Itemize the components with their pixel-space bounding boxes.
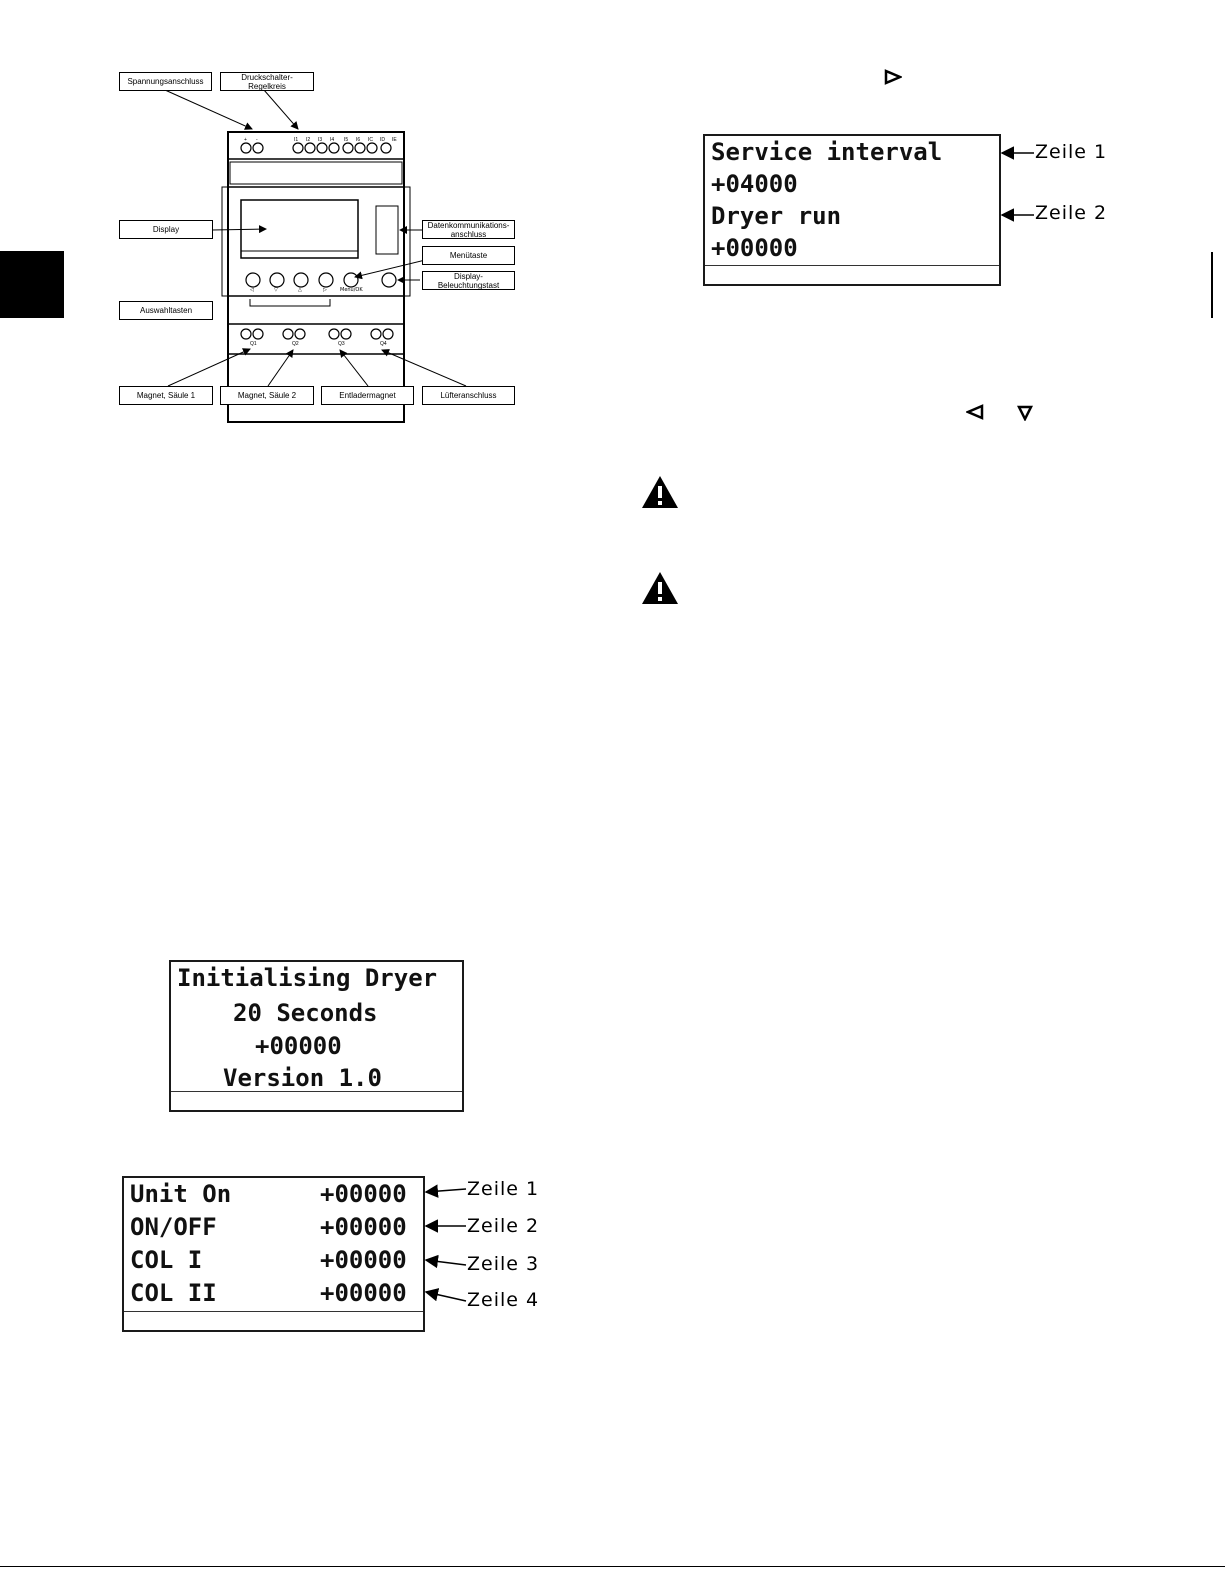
zeile-1-label: Zeile 1 bbox=[1035, 141, 1108, 163]
label-data-port-line1: Datenkommunikations- bbox=[427, 220, 510, 230]
lcd-line-1: Initialising Dryer bbox=[177, 964, 438, 992]
lcd-status-strip bbox=[705, 265, 999, 284]
terminal-label: IE bbox=[392, 137, 397, 143]
lcd-line-4: +00000 bbox=[711, 234, 798, 262]
margin-mark bbox=[1211, 252, 1213, 318]
zeile-arrows-status bbox=[422, 1180, 470, 1310]
button-symbol: Menu/OK bbox=[340, 287, 363, 293]
warning-icon bbox=[640, 474, 680, 510]
zeile-2-label: Zeile 2 bbox=[467, 1215, 540, 1237]
zeile-arrows-service bbox=[998, 142, 1038, 222]
terminal-label: - bbox=[256, 137, 258, 143]
button-symbol: ▽ bbox=[274, 287, 278, 293]
label-backlight-key: Display-Beleuchtungstast bbox=[422, 271, 515, 290]
zeile-1-label: Zeile 1 bbox=[467, 1178, 540, 1200]
label-magnet-1: Magnet, Säule 1 bbox=[119, 386, 213, 405]
chapter-tab bbox=[0, 251, 64, 318]
lcd-line-4: Version 1.0 bbox=[223, 1064, 382, 1092]
initialising-display bbox=[169, 960, 464, 1112]
label-pressure-switch: Druckschalter-Regelkreis bbox=[220, 72, 314, 91]
data-port bbox=[376, 206, 398, 254]
service-interval-display bbox=[703, 134, 1001, 286]
label-fan: Lüfteranschluss bbox=[422, 386, 515, 405]
label-power-connection: Spannungsanschluss bbox=[119, 72, 212, 91]
terminal-label: I6 bbox=[356, 137, 361, 143]
status-display bbox=[122, 1176, 425, 1332]
status-row-value: +00000 bbox=[320, 1213, 407, 1241]
lcd-line-3: +00000 bbox=[255, 1032, 342, 1060]
terminal-label: Q2 bbox=[292, 341, 299, 347]
button-symbol: ◁ bbox=[250, 287, 254, 293]
right-arrow-key-icon bbox=[884, 69, 902, 85]
warning-icon bbox=[640, 570, 680, 606]
zeile-3-label: Zeile 3 bbox=[467, 1253, 540, 1275]
left-arrow-key-icon bbox=[966, 404, 984, 420]
lcd-line-2: 20 Seconds bbox=[233, 999, 378, 1027]
label-magnet-2: Magnet, Säule 2 bbox=[220, 386, 314, 405]
status-row-value: +00000 bbox=[320, 1246, 407, 1274]
page-bottom-rule bbox=[0, 1566, 1225, 1567]
label-menu-key: Menütaste bbox=[422, 246, 515, 265]
zeile-2-label: Zeile 2 bbox=[1035, 202, 1108, 224]
terminal-label: IC bbox=[368, 137, 373, 143]
button-symbol: △ bbox=[298, 287, 302, 293]
terminal-label: + bbox=[244, 137, 247, 143]
status-row-value: +00000 bbox=[320, 1180, 407, 1208]
label-data-port bbox=[422, 220, 515, 239]
down-arrow-key-icon bbox=[1017, 405, 1033, 421]
lcd-line-3: Dryer run bbox=[711, 202, 842, 230]
terminal-label: I2 bbox=[306, 137, 311, 143]
status-row-label: COL II bbox=[130, 1279, 217, 1307]
terminal-label: I5 bbox=[344, 137, 349, 143]
lcd-status-strip bbox=[171, 1091, 462, 1110]
device-drawing bbox=[110, 66, 640, 486]
status-row-label: Unit On bbox=[130, 1180, 232, 1208]
lcd-line-1: Service interval bbox=[711, 138, 943, 166]
lcd-line-2: +04000 bbox=[711, 170, 798, 198]
label-unloader: Entladermagnet bbox=[321, 386, 414, 405]
terminal-label: I1 bbox=[294, 137, 299, 143]
button-symbol: ▷ bbox=[323, 287, 327, 293]
terminal-label: Q3 bbox=[338, 341, 345, 347]
terminal-label: I3 bbox=[318, 137, 323, 143]
label-display: Display bbox=[119, 220, 213, 239]
status-row-value: +00000 bbox=[320, 1279, 407, 1307]
terminal-label: Q4 bbox=[380, 341, 387, 347]
status-row-label: COL I bbox=[130, 1246, 203, 1274]
label-data-port-line2: anschluss bbox=[450, 229, 487, 239]
terminal-label: Q1 bbox=[250, 341, 257, 347]
lcd-status-strip bbox=[124, 1311, 423, 1330]
zeile-4-label: Zeile 4 bbox=[467, 1289, 540, 1311]
label-select-keys: Auswahltasten bbox=[119, 301, 213, 320]
terminal-label: I4 bbox=[330, 137, 335, 143]
status-row-label: ON/OFF bbox=[130, 1213, 217, 1241]
terminal-label: ID bbox=[380, 137, 385, 143]
